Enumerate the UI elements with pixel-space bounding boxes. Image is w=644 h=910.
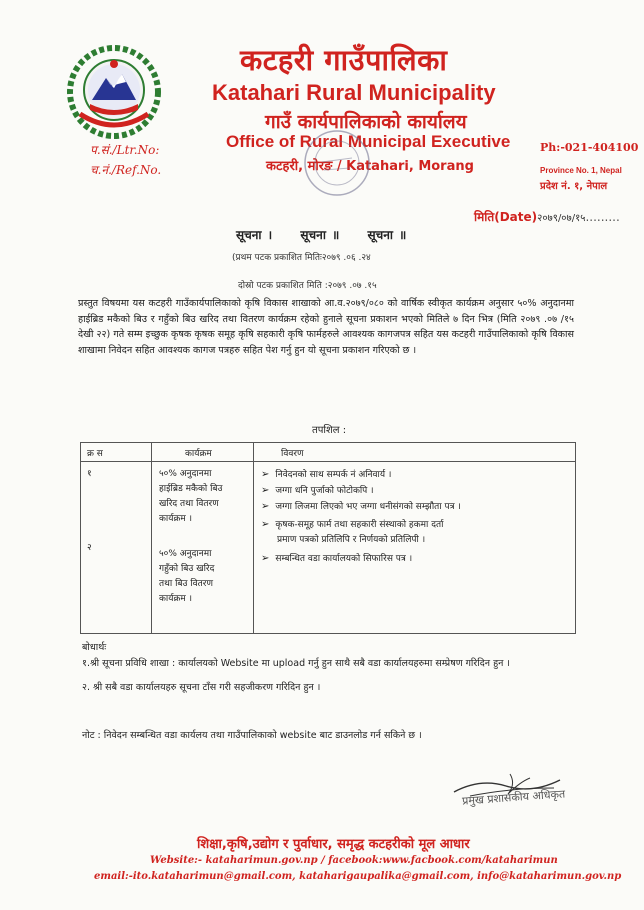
- arrow-bullet-icon: ➢: [261, 469, 270, 480]
- details-item-continued: प्रमाण पत्रको प्रतिलिपि र निर्णयको प्रतिलिपी ।: [277, 535, 426, 545]
- reference-number-label: च.नं./Ref.No.: [90, 163, 162, 177]
- date-line: मिति(Date)२०७९/०७/१५.........: [474, 210, 620, 224]
- province-english: Province No. 1, Nepal: [540, 166, 622, 175]
- arrow-bullet-icon: ➢: [261, 485, 270, 496]
- details-list: [261, 467, 571, 617]
- row-1-sn: १: [87, 469, 92, 479]
- notice-word: सूचना ।: [236, 228, 273, 242]
- arrow-bullet-icon: ➢: [261, 519, 270, 530]
- arrow-bullet-icon: ➢: [261, 501, 270, 512]
- row-2-program: [159, 547, 214, 607]
- details-item: ➢ निवेदनको साथ सम्पर्क नं अनिवार्य ।: [261, 469, 392, 480]
- program-line: कार्यक्रम ।: [159, 514, 193, 524]
- notice-heading: [236, 226, 428, 243]
- download-note: नोट : निवेदन सम्बन्धित वडा कार्यलय तथा गाउँपालिकाको website बाट डाउनलोड गर्न सकिने छ ।: [82, 730, 422, 741]
- signatory-title: प्रमुख प्रशासकीय अधिकृत: [461, 787, 566, 808]
- official-stamp-icon: [302, 128, 372, 198]
- phone-number: Ph:-021-404100: [540, 141, 639, 154]
- copy-to-section: [82, 640, 582, 696]
- program-line: गहुँको बिउ खरिद: [159, 564, 215, 574]
- details-item: ➢ कृषक-समूह फार्म तथा सहकारी संस्थाको हकमा दर्ता: [261, 519, 444, 530]
- program-line: तथा बिउ वितरण: [159, 579, 213, 589]
- notice-word: सूचना ॥: [300, 228, 340, 242]
- date-label: मिति(Date): [474, 210, 538, 224]
- copy-to-heading: बोधार्थः: [82, 642, 107, 653]
- first-publication-date: (प्रथम पटक प्रकाशित मितिः२०७९ .०६ .२४: [232, 253, 371, 263]
- copy-to-item-1: १.श्री सूचना प्रविधि शाखा : कार्यालयको Website मा upload गर्नु हुन साथै सबै वडा कार्यालयहरुमा सम्प्रेषण गरिदिन हुन ।: [82, 658, 511, 669]
- details-item: ➢ जग्गा धनि पुर्जाको फोटोकपि ।: [261, 485, 374, 496]
- table-header-program: कार्यक्रम: [185, 449, 212, 459]
- row-1-program: [159, 467, 222, 527]
- footer-website: Website:- kataharimun.gov.np / facebook:www.facbook.com/kataharimun: [150, 855, 558, 866]
- program-line: हाईब्रिड मकैको बिउ: [159, 484, 223, 494]
- arrow-bullet-icon: ➢: [261, 553, 270, 564]
- program-line: ५०% अनुदानमा: [159, 549, 212, 559]
- copy-to-item-2: २. श्री सबै वडा कार्यालयहरु सूचना टाँस गरी सहजीकरण गरिदिन हुन ।: [82, 682, 321, 693]
- date-value: २०७९/०७/१५: [537, 213, 586, 224]
- second-publication-date: दोस्रो पटक प्रकाशित मिति :२०७९ .०७ .१५: [238, 281, 377, 291]
- municipality-title-english: Katahari Rural Municipality: [212, 80, 496, 105]
- program-line: कार्यक्रम ।: [159, 594, 193, 604]
- details-heading: तपशिल :: [312, 425, 347, 436]
- province-nepali: प्रदेश नं. १, नेपाल: [540, 181, 608, 192]
- notice-word: सूचना ॥: [367, 228, 407, 242]
- details-table: [80, 442, 576, 634]
- details-item: ➢ सम्बन्धित वडा कार्यालयको सिफारिस पत्र ।: [261, 553, 413, 564]
- notice-body: प्रस्तुत विषयमा यस कटहरी गाउँकार्यपालिकाको कृषि विकास शाखाको आ.व.२०७९/०८० को वार्षिक स्वीकृत कार्यक्रम अनुसार ५०% अनुदानमा हाईब्रिड मकैको बिउ र गहुँको बिउ खरिद तथा वितरण कार्यक्रम रहेको हुनाले सूचना प्रकाशन भएको मितिले ७ दिन भित्र (मिति २०७९ .०७ /१५ देखी २२) गते सम्म इच्छुक कृषक कृषक समूह कृषि सहकारी कृषि फार्महरुले आवश्यक कागजपत्र सहित यस कटहरी गाउँपालिकाको कृषि विकास शाखामा निवेदन सहित आवश्यक कागज पत्रहरु सहित पेश गर्नु हुन यो सूचना प्रकाशन गरिएको छ ।: [78, 298, 574, 356]
- table-header-details: विवरण: [281, 449, 304, 459]
- row-2-sn: २: [87, 543, 92, 553]
- municipality-emblem-icon: [66, 44, 162, 140]
- program-line: खरिद तथा वितरण: [159, 499, 219, 509]
- program-line: ५०% अनुदानमा: [159, 469, 212, 479]
- footer-slogan: शिक्षा,कृषि,उद्योग र पुर्वाधार, समृद्ध कटहरीको मूल आधार: [197, 837, 470, 852]
- office-address: कटहरी, मोरङ / Katahari, Morang: [266, 159, 474, 174]
- table-header-sn: क्र स: [87, 449, 103, 459]
- office-title-nepali: गाउँ कार्यपालिकाको कार्यालय: [265, 111, 467, 133]
- footer-email: email:-ito.kataharimun@gmail.com, kataharigaupalika@gmail.com, info@kataharimun.gov.np: [94, 871, 622, 882]
- municipality-title-nepali: कटहरी गाउँपालिका: [240, 43, 448, 77]
- details-item: ➢ जग्गा लिजमा लिएको भए जग्गा धनीसंगको सम्झौता पत्र ।: [261, 501, 461, 512]
- letter-number-label: प.सं./Ltr.No:: [90, 143, 160, 157]
- office-title-english: Office of Rural Municipal Executive: [226, 132, 511, 151]
